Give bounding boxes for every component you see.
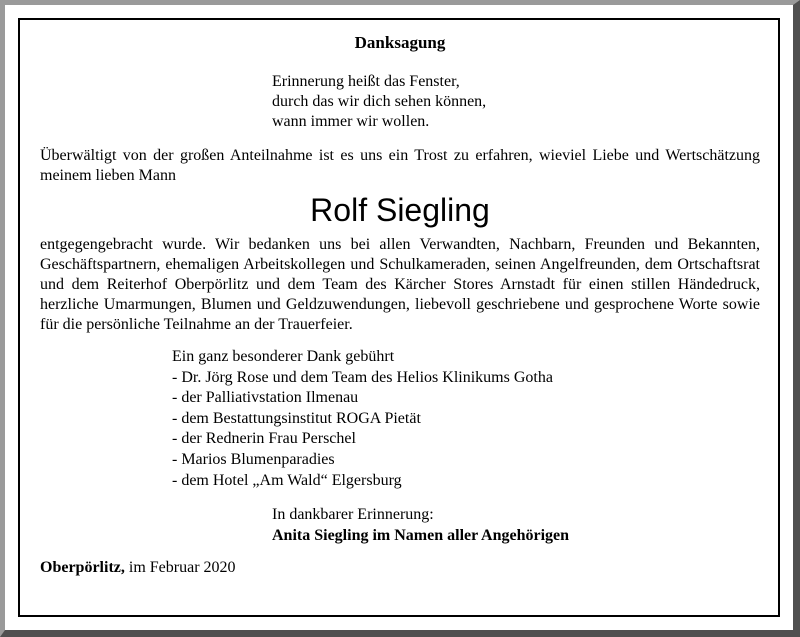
place-town: Oberpörlitz, (40, 559, 125, 577)
intro-paragraph: Überwältigt von der großen Anteilnahme ist es uns ein Trost zu erfahren, wieviel Liebe und Wertschätzung meinem lieben Mann (40, 147, 760, 184)
thanks-item: - der Palliativstation Ilmenau (172, 389, 359, 407)
closing-line: In dankbarer Erinnerung: (272, 506, 434, 524)
signature: Anita Siegling im Namen aller Angehörigen (272, 526, 570, 544)
deceased-name: Rolf Siegling (310, 192, 490, 228)
poem-line: wann immer wir wollen. (272, 113, 430, 130)
place-date (40, 558, 760, 578)
thanks-item: - dem Bestattungsinstitut ROGA Pietät (172, 409, 421, 427)
thanks-heading: Ein ganz besonderer Dank gebührt (172, 348, 395, 365)
notice-content (40, 32, 760, 578)
thanks-item: - der Rednerin Frau Perschel (172, 430, 356, 448)
poem-line: durch das wir dich sehen können, (272, 93, 487, 110)
body-paragraph: entgegengebracht wurde. Wir bedanken uns bei allen Verwandten, Nachbarn, Freunden und Bekannten, Geschäftspartnern, ehemaligen Arbeitskollegen und Schulkameraden, seinen Angelfreunden, dem Ortschaftsrat und dem Reiterhof Oberpörlitz und dem Team des Kärcher Stores Arnstadt für einen stillen Händedruck, herzliche Umarmungen, Blumen und Geldzuwendungen, liebevoll geschriebene und gesprochene Worte sowie für die persönliche Teilnahme an der Trauerfeier. (40, 236, 760, 333)
notice-title: Danksagung (354, 33, 446, 52)
signature-block (272, 505, 760, 546)
poem-line: Erinnerung heißt das Fenster, (272, 73, 460, 90)
special-thanks (172, 347, 760, 491)
place-date-text: im Februar 2020 (124, 559, 236, 577)
poem (272, 72, 760, 132)
thanks-item: - Marios Blumenparadies (172, 450, 335, 468)
thanks-item: - Dr. Jörg Rose und dem Team des Helios Klinikums Gotha (172, 368, 553, 386)
thanks-item: - dem Hotel „Am Wald“ Elgersburg (172, 471, 402, 489)
